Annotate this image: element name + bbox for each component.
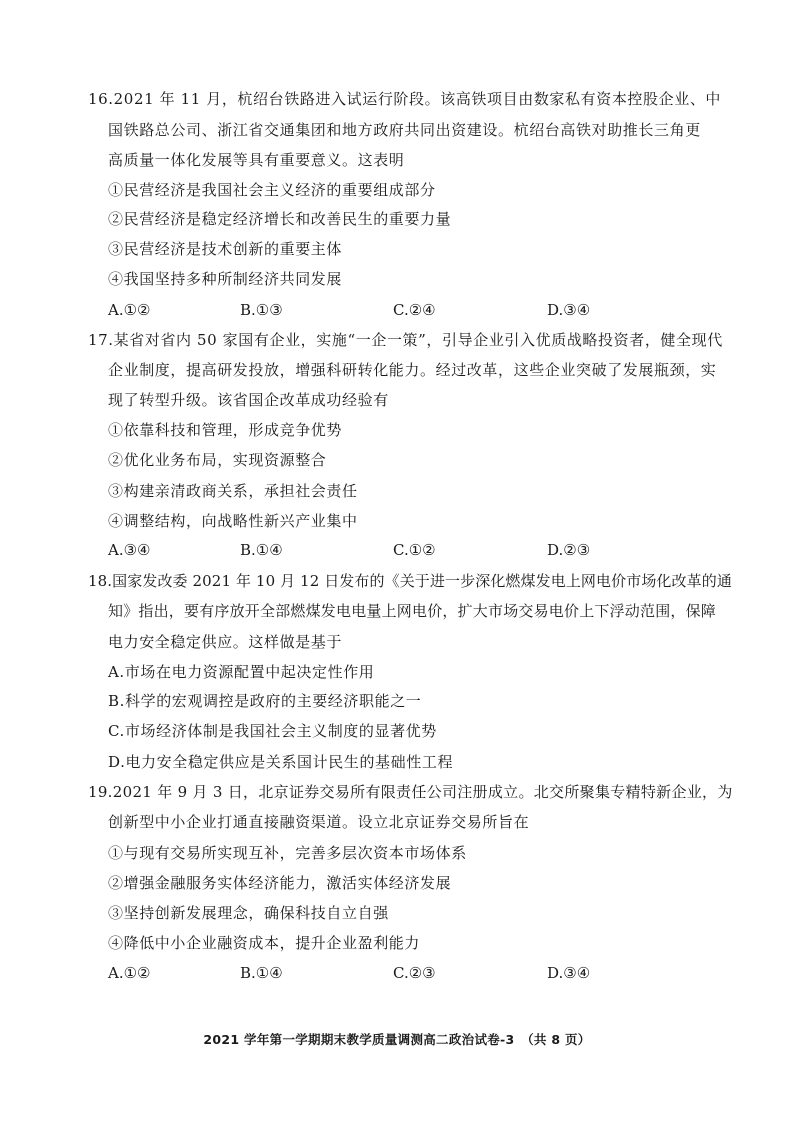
answer-option-c: C.①②: [393, 541, 436, 559]
answer-option-c: C.②④: [393, 301, 436, 319]
question-stem-line: 企业制度，提高研发投放，增强科研转化能力。经过改革，这些企业突破了发展瓶颈，实: [108, 361, 717, 379]
answer-option-d: D.③④: [547, 301, 591, 319]
answer-option-a: A.①②: [108, 964, 151, 982]
question-stem-line: 创新型中小企业打通直接融资渠道。设立北京证券交易所旨在: [108, 813, 530, 831]
answer-option-b: B.①④: [240, 964, 283, 982]
statement-item: ①依靠科技和管理，形成竞争优势: [108, 421, 343, 439]
page-footer: 2021 学年第一学期期末教学质量调测高二政治试卷-3 （共 8 页）: [203, 1032, 591, 1047]
answer-option-d: D.电力安全稳定供应是关系国计民生的基础性工程: [108, 753, 454, 771]
question-stem-line: 知》指出，要有序放开全部燃煤发电电量上网电价，扩大市场交易电价上下浮动范围，保障: [108, 602, 717, 620]
answer-option-a: A.市场在电力资源配置中起决定性作用: [108, 663, 375, 681]
statement-item: ③坚持创新发展理念，确保科技自立自强: [108, 904, 389, 922]
question-stem-line: 高质量一体化发展等具有重要意义。这表明: [108, 151, 405, 169]
statement-item: ②优化业务布局，实现资源整合: [108, 451, 327, 469]
statement-item: ③民营经济是技术创新的重要主体: [108, 240, 343, 258]
answer-option-c: C.市场经济体制是我国社会主义制度的显著优势: [108, 722, 437, 740]
answer-option-d: D.②③: [547, 541, 591, 559]
answer-option-a: A.③④: [108, 541, 151, 559]
statement-item: ①民营经济是我国社会主义经济的重要组成部分: [108, 181, 436, 199]
answer-option-b: B.①④: [240, 541, 283, 559]
statement-item: ④降低中小企业融资成本，提升企业盈利能力: [108, 934, 421, 952]
answer-option-b: B.①③: [240, 301, 283, 319]
statement-item: ②民营经济是稳定经济增长和改善民生的重要力量: [108, 210, 452, 228]
answer-option-b: B.科学的宏观调控是政府的主要经济职能之一: [108, 692, 422, 710]
question-stem-line: 18.国家发改委 2021 年 10 月 12 日发布的《关于进一步深化燃煤发电上网电价市场化改革的通: [88, 572, 732, 590]
question-stem-line: 17.某省对省内 50 家国有企业，实施“一企一策”，引导企业引入优质战略投资者，健全现代: [88, 331, 723, 349]
question-stem-line: 电力安全稳定供应。这样做是基于: [108, 633, 343, 651]
statement-item: ④调整结构，向战略性新兴产业集中: [108, 512, 358, 530]
statement-item: ③构建亲清政商关系，承担社会责任: [108, 482, 358, 500]
question-stem-line: 16.2021 年 11 月，杭绍台铁路进入试运行阶段。该高铁项目由数家私有资本控股企业、中: [88, 90, 722, 108]
question-stem-line: 现了转型升级。该省国企改革成功经验有: [108, 391, 389, 409]
statement-item: ②增强金融服务实体经济能力，激活实体经济发展: [108, 874, 452, 892]
answer-option-a: A.①②: [108, 301, 151, 319]
answer-option-d: D.③④: [547, 964, 591, 982]
question-stem-line: 19.2021 年 9 月 3 日，北京证券交易所有限责任公司注册成立。北交所聚集专精特新企业，为: [88, 783, 733, 801]
statement-item: ①与现有交易所实现互补，完善多层次资本市场体系: [108, 844, 467, 862]
question-stem-line: 国铁路总公司、浙江省交通集团和地方政府共同出资建设。杭绍台高铁对助推长三角更: [108, 121, 701, 139]
answer-option-c: C.②③: [393, 964, 436, 982]
statement-item: ④我国坚持多种所制经济共同发展: [108, 270, 343, 288]
